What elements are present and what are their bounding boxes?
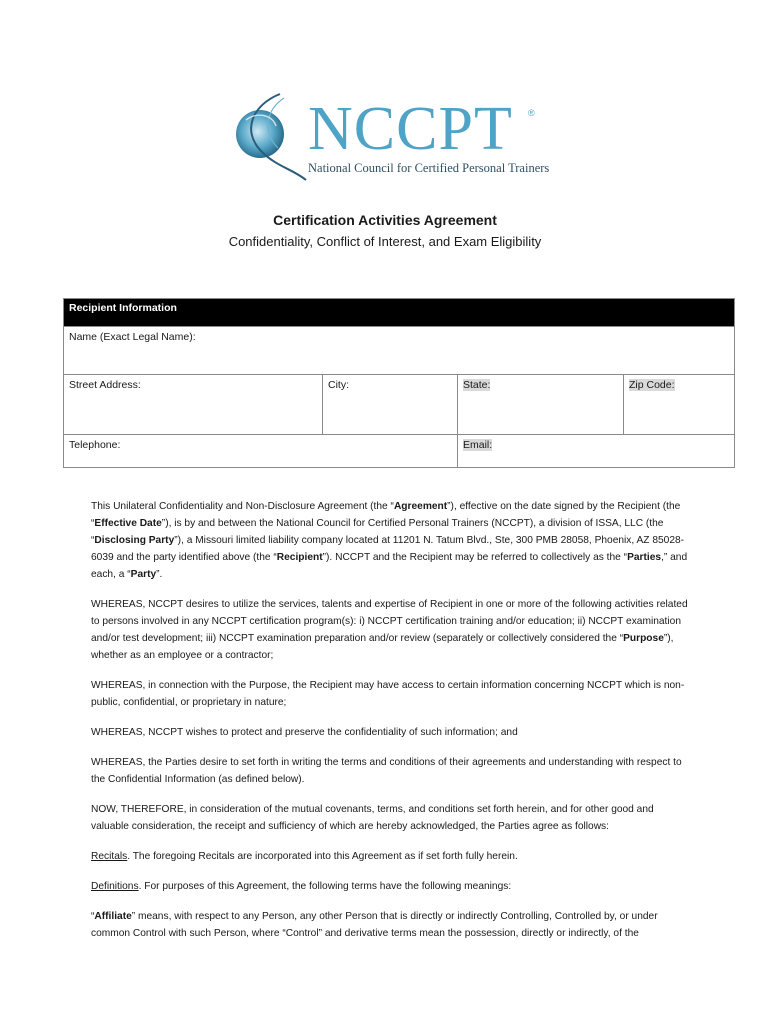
logo-wordmark: NCCPT (308, 95, 513, 163)
recipient-info-heading: Recipient Information (64, 299, 735, 327)
email-field[interactable] (458, 435, 735, 468)
paragraph-now-therefore: NOW, THEREFORE, in consideration of the mutual covenants, terms, and conditions set forth herein, and for other good and valuable consideration, the receipt and sufficiency of which are hereby acknowledged, the Parties agree as follows: (91, 804, 654, 832)
paragraph-whereas-access: WHEREAS, in connection with the Purpose, the Recipient may have access to certain information concerning NCCPT which is non-public, confidential, or proprietary in nature; (91, 680, 685, 708)
telephone-label: Telephone: (69, 439, 121, 451)
nccpt-logo (232, 90, 550, 182)
state-field[interactable] (458, 375, 624, 435)
zip-code-field[interactable] (624, 375, 735, 435)
logo-tagline: National Council for Certified Personal Trainers (308, 161, 550, 175)
city-label: City: (328, 379, 349, 391)
paragraph-definitions: Definitions. For purposes of this Agreement, the following terms have the following meanings: (91, 881, 512, 892)
swirl-globe-icon (232, 90, 312, 182)
paragraph-whereas-protect: WHEREAS, NCCPT wishes to protect and preserve the confidentiality of such information; and (91, 727, 518, 738)
registered-mark: ® (528, 108, 535, 118)
email-label: Email: (463, 439, 493, 451)
city-field[interactable] (323, 375, 458, 435)
paragraph-recitals: Recitals. The foregoing Recitals are incorporated into this Agreement as if set forth fully herein. (91, 851, 518, 862)
street-address-field[interactable] (64, 375, 323, 435)
paragraph-whereas-terms: WHEREAS, the Parties desire to set forth in writing the terms and conditions of their agreements and understanding with respect to the Confidential Information (as defined below). (91, 757, 682, 785)
name-label: Name (Exact Legal Name): (69, 331, 196, 343)
recipient-info-table (63, 298, 735, 468)
paragraph-affiliate: “Affiliate” means, with respect to any Person, any other Person that is directly or indirectly Controlling, Controlled by, or under common Control with such Person, where “Control” and derivative terms mean the possession, directly or indirectly, of the (91, 911, 658, 939)
zip-label: Zip Code: (629, 379, 675, 391)
street-label: Street Address: (69, 379, 141, 391)
page-subtitle: Confidentiality, Conflict of Interest, and Exam Eligibility (228, 234, 542, 249)
paragraph-intro: This Unilateral Confidentiality and Non-Disclosure Agreement (the “Agreement”), effective on the date signed by the Recipient (the “Effective Date”), is by and between the National Council for Certified Personal Trainers (NCCPT), a division of ISSA, LLC (the “Disclosing Party”), a Missouri limited liability company located at 11201 N. Tatum Blvd., Ste, 300 PMB 28058, Phoenix, AZ 85028-6039 and the party identified above (the “Recipient”). NCCPT and the Recipient may be referred to collectively as the “Parties,” and each, a “Party”. (91, 501, 688, 580)
paragraph-whereas-purpose: WHEREAS, NCCPT desires to utilize the services, talents and expertise of Recipient in one or more of the following activities related to persons involved in any NCCPT certification program(s): i) NCCPT certification training and/or education; ii) NCCPT examination and/or test development; iii) NCCPT examination preparation and/or review (separately or collectively considered the “Purpose”), whether as an employee or a contractor; (91, 599, 688, 661)
state-label: State: (463, 379, 491, 391)
name-field[interactable] (64, 327, 735, 375)
page-title: Certification Activities Agreement (273, 212, 497, 228)
agreement-body (91, 498, 691, 955)
telephone-field[interactable] (64, 435, 458, 468)
